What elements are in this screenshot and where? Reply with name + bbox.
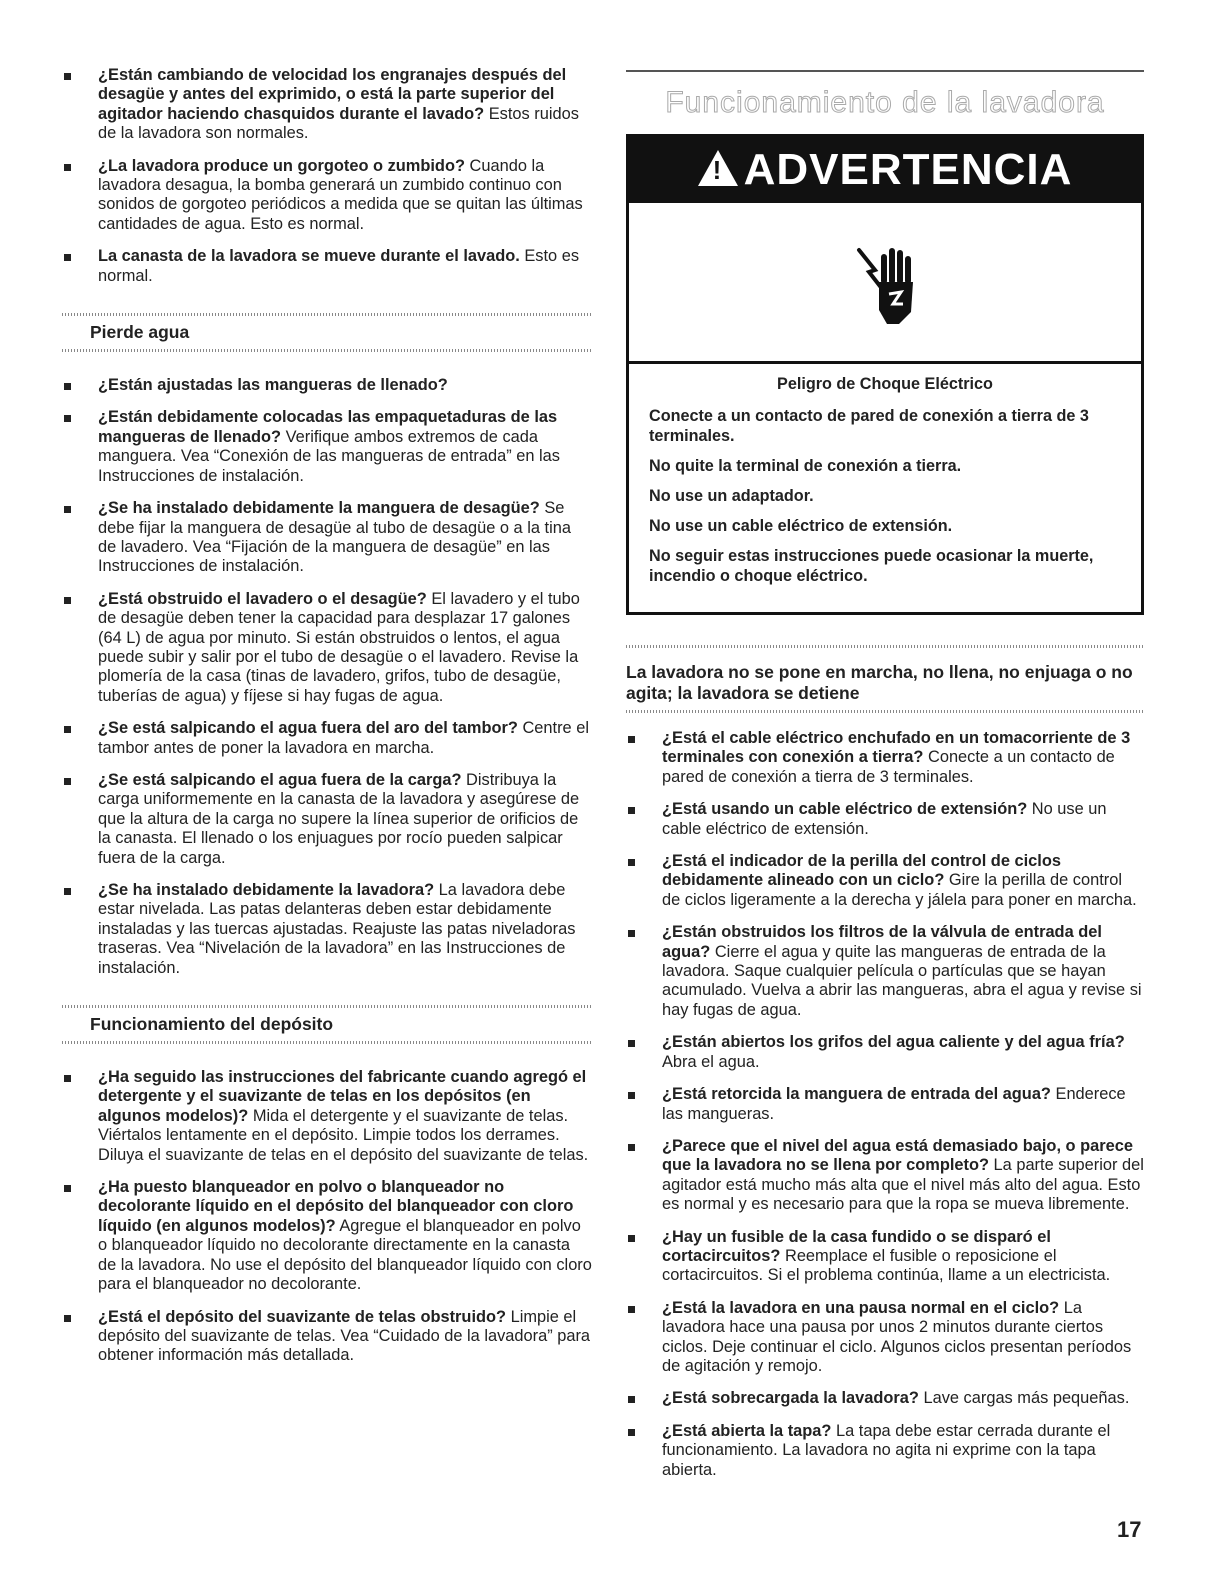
list-item: ¿Está el depósito del suavizante de telas obstruido? Limpie el depósito del suavizante de telas. Vea “Cuidado de la lavadora” para obtener información más detallada. [62, 1308, 592, 1366]
list-item: ¿Están ajustadas las mangueras de llenado? [62, 376, 592, 395]
dotted-rule [626, 710, 1144, 713]
list-item: ¿Está retorcida la manguera de entrada del agua? Enderece las mangueras. [626, 1085, 1144, 1124]
section-main-title: Funcionamiento de la lavadora [665, 86, 1105, 119]
list-item: ¿Están obstruidos los filtros de la válvula de entrada del agua? Cierre el agua y quite las mangueras de entrada de la lavadora. Saque cualquier película o partículas que se hayan acumulado. Vuelva a abrir las mangueras, abra el agua y revise si hay fugas de agua. [626, 923, 1144, 1020]
list-item: ¿Están abiertos los grifos del agua caliente y del agua fría? Abra el agua. [626, 1033, 1144, 1072]
list-item: ¿Está el cable eléctrico enchufado en un tomacorriente de 3 terminales con conexión a tierra? Conecte a un contacto de pared de conexión a tierra de 3 terminales. [626, 729, 1144, 787]
dotted-rule [62, 313, 592, 316]
dotted-rule [626, 645, 1144, 648]
list-item: ¿Parece que el nivel del agua está demasiado bajo, o parece que la lavadora no se llena por completo? La parte superior del agitador está mucho más alta que el nivel más alto del agua. Esto es normal y es necesario para que la ropa se mueva libremente. [626, 1137, 1144, 1215]
warning-triangle-icon [698, 150, 738, 186]
list-item: ¿Está la lavadora en una pausa normal en el ciclo? La lavadora hace una pausa por unos 2 minutos durante ciertos ciclos. Deje continuar el ciclo. Algunos ciclos presentan períodos de agitación y remojo. [626, 1299, 1144, 1377]
warning-body [629, 364, 1141, 612]
list-item: ¿Se ha instalado debidamente la lavadora? La lavadora debe estar nivelada. Las patas delanteras deben estar debidamente instaladas y las tuercas ajustadas. Reajuste las patas niveladoras traseras. Vea “Nivelación de la lavadora” en las Instrucciones de instalación. [62, 881, 592, 978]
noarranca-list [626, 729, 1144, 1480]
list-item: ¿Está abierta la tapa? La tapa debe estar cerrada durante el funcionamiento. La lavadora no agita ni exprime con la tapa abierta. [626, 1422, 1144, 1480]
list-item: ¿Está usando un cable eléctrico de extensión? No use un cable eléctrico de extensión. [626, 800, 1144, 839]
electric-shock-hand-icon [629, 203, 1141, 364]
warning-line: No use un cable eléctrico de extensión. [649, 517, 953, 535]
section-header-pierde [62, 306, 592, 358]
warning-line: No use un adaptador. [649, 487, 814, 505]
warning-line: No quite la terminal de conexión a tierra. [649, 457, 962, 475]
hazard-title: Peligro de Choque Eléctrico [777, 375, 993, 393]
pierde-list [62, 376, 592, 978]
list-item: ¿Ha puesto blanqueador en polvo o blanqueador no decolorante líquido en el depósito del blanqueador con cloro líquido (en algunos modelos)? Agregue el blanqueador en polvo o blanqueador líquido no decolorante directamente en la canasta de la lavadora. No use el depósito del blanqueador líquido con cloro para el blanqueador no decolorante. [62, 1178, 592, 1294]
top-rule [626, 70, 1144, 72]
list-item: La canasta de la lavadora se mueve durante el lavado. Esto es normal. [62, 247, 592, 286]
section-title: Funcionamiento del depósito [90, 1014, 334, 1035]
list-item: ¿Se ha instalado debidamente la manguera de desagüe? Se debe fijar la manguera de desagüe al tubo de desagüe o a la tina de lavadero. Vea “Fijación de la manguera de desagüe” en las Instrucciones de instalación. [62, 499, 592, 577]
deposito-list [62, 1068, 592, 1366]
list-item: ¿Se está salpicando el agua fuera del aro del tambor? Centre el tambor antes de poner la lavadora en marcha. [62, 719, 592, 758]
section-title: La lavadora no se pone en marcha, no llena, no enjuaga o no agita; la lavadora se detiene [626, 662, 1133, 703]
list-item: ¿Está obstruido el lavadero o el desagüe? El lavadero y el tubo de desagüe deben tener la capacidad para desplazar 17 galones (64 L) de agua por minuto. Si están obstruidos o lentos, el agua puede subir y salir por el tubo de desagüe o el lavadero. Revise la plomería de la casa (tinas de lavadero, grifos, tubo de desagüe, tuberías de agua) y fíjese si hay fugas de agua. [62, 590, 592, 706]
section-title: Pierde agua [90, 322, 190, 343]
left-column [62, 66, 592, 1379]
list-item: ¿Están cambiando de velocidad los engranajes después del desagüe y antes del exprimido, o está la parte superior del agitador haciendo chasquidos durante el lavado? Estos ruidos de la lavadora son normales. [62, 66, 592, 144]
list-item: ¿Se está salpicando el agua fuera de la carga? Distribuya la carga uniformemente en la canasta de la lavadora y asegúrese de que la altura de la carga no supere la línea superior de orificios de la canasta. El llenado o los enjuagues por rocío pueden salpicar fuera de la carga. [62, 771, 592, 868]
section-header-noarranca [626, 645, 1144, 713]
dotted-rule [62, 1005, 592, 1008]
dotted-rule [62, 1041, 592, 1044]
list-item: ¿Está sobrecargada la lavadora? Lave cargas más pequeñas. [626, 1389, 1144, 1408]
list-item: ¿Está el indicador de la perilla del control de ciclos debidamente alineado con un ciclo? Gire la perilla de control de ciclos ligeramente a la derecha y jálela para poner en marcha. [626, 852, 1144, 910]
list-item: ¿Hay un fusible de la casa fundido o se disparó el cortacircuitos? Reemplace el fusible o reposicione el cortacircuitos. Si el problema continúa, llame a un electricista. [626, 1228, 1144, 1286]
electric-shock-hand-icon [845, 232, 925, 332]
page-number: 17 [1117, 1517, 1142, 1542]
warning-line: Conecte a un contacto de pared de conexión a tierra de 3 terminales. [649, 407, 1089, 445]
section-header-deposito [62, 998, 592, 1050]
list-item: ¿Están debidamente colocadas las empaquetaduras de las mangueras de llenado? Verifique ambos extremos de cada manguera. Vea “Conexión de las mangueras de entrada” en las Instrucciones de instalación. [62, 408, 592, 486]
right-column [626, 70, 1144, 1493]
warning-header: !ADVERTENCIA [629, 137, 1141, 203]
dotted-rule [62, 349, 592, 352]
warning-box [626, 134, 1144, 615]
list-item: ¿Ha seguido las instrucciones del fabricante cuando agregó el detergente y el suavizante de telas en los depósitos (en algunos modelos)? Mida el detergente y el suavizante de telas. Viértalos lentamente en el depósito. Limpie todos los derrames. Diluya el suavizante de telas en el depósito del suavizante de telas. [62, 1068, 592, 1165]
left-top-list [62, 66, 592, 286]
warning-line: No seguir estas instrucciones puede ocasionar la muerte, incendio o choque eléctrico. [649, 547, 1094, 585]
list-item: ¿La lavadora produce un gorgoteo o zumbido? Cuando la lavadora desagua, la bomba generará un zumbido continuo con sonidos de gorgoteo periódicos a medida que se quitan las últimas cantidades de agua. Esto es normal. [62, 157, 592, 235]
